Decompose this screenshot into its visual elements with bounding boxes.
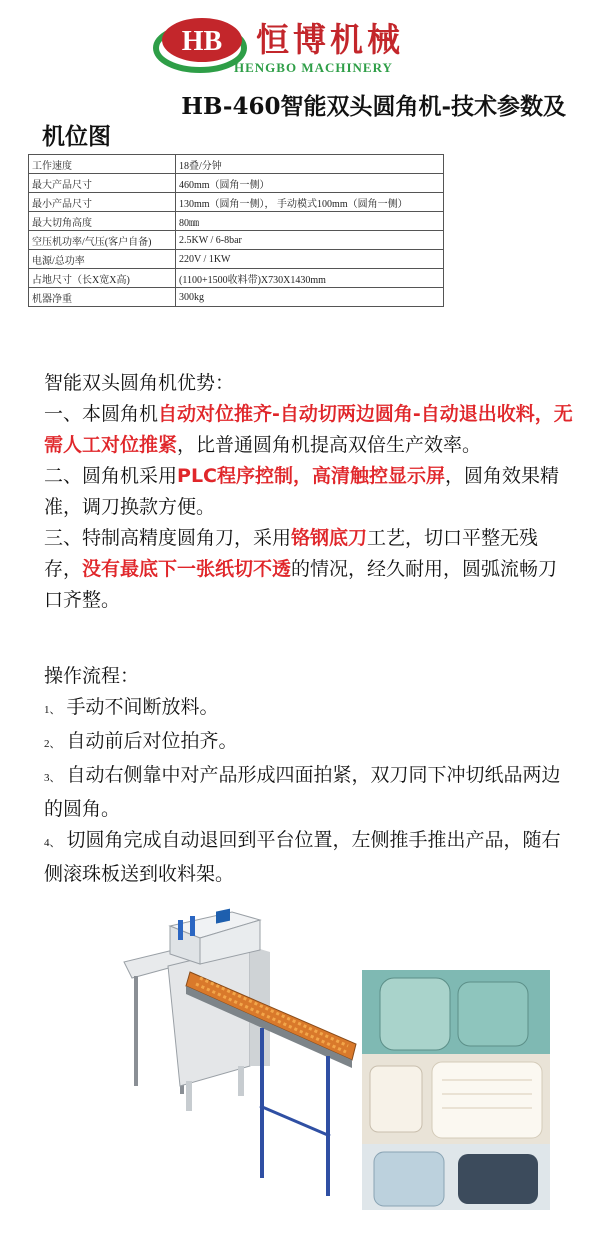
- title-line-1: HB-460智能双头圆角机-技术参数及: [181, 93, 566, 120]
- machine-photo: [120, 906, 360, 1206]
- spec-label: 占地尺寸（长X宽X高): [29, 269, 176, 288]
- spec-value: 80㎜: [176, 212, 444, 231]
- advantage-item-2: [44, 461, 574, 523]
- process-step: [44, 825, 574, 890]
- step-number: 1、: [44, 704, 61, 716]
- advantage-text: 一、本圆角机: [44, 403, 159, 425]
- advantages-heading: 智能双头圆角机优势：: [44, 372, 235, 394]
- advantage-text: 三、特制高精度圆角刀，采用: [44, 527, 292, 549]
- advantage-highlight: 铬钢底刀: [291, 527, 368, 549]
- step-text: 手动不间断放料。: [66, 696, 219, 718]
- brand-name-cn: 恒博机械: [256, 20, 404, 59]
- spec-value: (1100+1500收料带)X730X1430mm: [176, 269, 444, 288]
- step-text: 切圆角完成自动退回到平台位置，左侧推手推出产品，随右侧滚珠板送到收料架。: [44, 829, 561, 885]
- company-logo: [152, 8, 422, 76]
- spec-value: 460mm（圆角一侧）: [176, 174, 444, 193]
- title-line-2: 机位图: [42, 123, 111, 150]
- spec-value: 300kg: [176, 288, 444, 307]
- table-row: [29, 212, 444, 231]
- advantage-highlight: PLC程序控制，高清触控显示屏: [177, 465, 445, 487]
- advantage-item-3: [44, 523, 574, 616]
- spec-table: [28, 154, 444, 307]
- spec-value: 18叠/分钟: [176, 155, 444, 174]
- step-number: 2、: [44, 738, 61, 750]
- product-photo: [362, 970, 550, 1210]
- spec-label: 最大切角高度: [29, 212, 176, 231]
- advantage-text: 二、圆角机采用: [44, 465, 178, 487]
- advantages-section: [44, 368, 574, 616]
- advantage-text: 的情况，经久耐用，圆弧流畅刀口齐整。: [44, 558, 558, 611]
- spec-label: 最大产品尺寸: [29, 174, 176, 193]
- spec-label: 工作速度: [29, 155, 176, 174]
- advantage-text: ，圆角效果精准，调刀换款方便。: [44, 465, 560, 518]
- spec-label: 空压机功率/气压(客户自备): [29, 231, 176, 250]
- advantage-text: 工艺，切口平整无残存，: [44, 527, 539, 580]
- advantage-highlight: 没有最底下一张纸切不透: [82, 558, 292, 580]
- advantage-highlight: 自动对位推齐-自动切两边圆角-自动退出收料，无需人工对位推紧: [44, 403, 573, 456]
- spec-label: 最小产品尺寸: [29, 193, 176, 212]
- table-row: [29, 231, 444, 250]
- spec-label: 机器净重: [29, 288, 176, 307]
- table-row: [29, 269, 444, 288]
- table-row: [29, 174, 444, 193]
- process-section: [44, 661, 574, 890]
- process-step: [44, 760, 574, 825]
- process-step: [44, 726, 574, 760]
- table-row: [29, 288, 444, 307]
- spec-value: 2.5KW / 6-8bar: [176, 231, 444, 250]
- spec-label: 电源/总功率: [29, 250, 176, 269]
- table-row: [29, 193, 444, 212]
- page-title: [42, 92, 582, 152]
- svg-text:HB: HB: [181, 26, 223, 57]
- table-row: [29, 250, 444, 269]
- spec-value: 220V / 1KW: [176, 250, 444, 269]
- process-step: [44, 692, 574, 726]
- step-text: 自动前后对位拍齐。: [66, 730, 238, 752]
- table-row: [29, 155, 444, 174]
- spec-value: 130mm（圆角一侧）， 手动模式100mm（圆角一侧）: [176, 193, 444, 212]
- advantage-item-1: [44, 399, 574, 461]
- advantage-text: ，比普通圆角机提高双倍生产效率。: [177, 434, 482, 456]
- process-heading: 操作流程：: [44, 665, 140, 687]
- step-number: 4、: [44, 837, 61, 849]
- brand-name-en: HENGBO MACHINERY: [234, 60, 393, 75]
- step-number: 3、: [44, 772, 61, 784]
- step-text: 自动右侧靠中对产品形成四面拍紧，双刀同下冲切纸品两边的圆角。: [44, 764, 561, 820]
